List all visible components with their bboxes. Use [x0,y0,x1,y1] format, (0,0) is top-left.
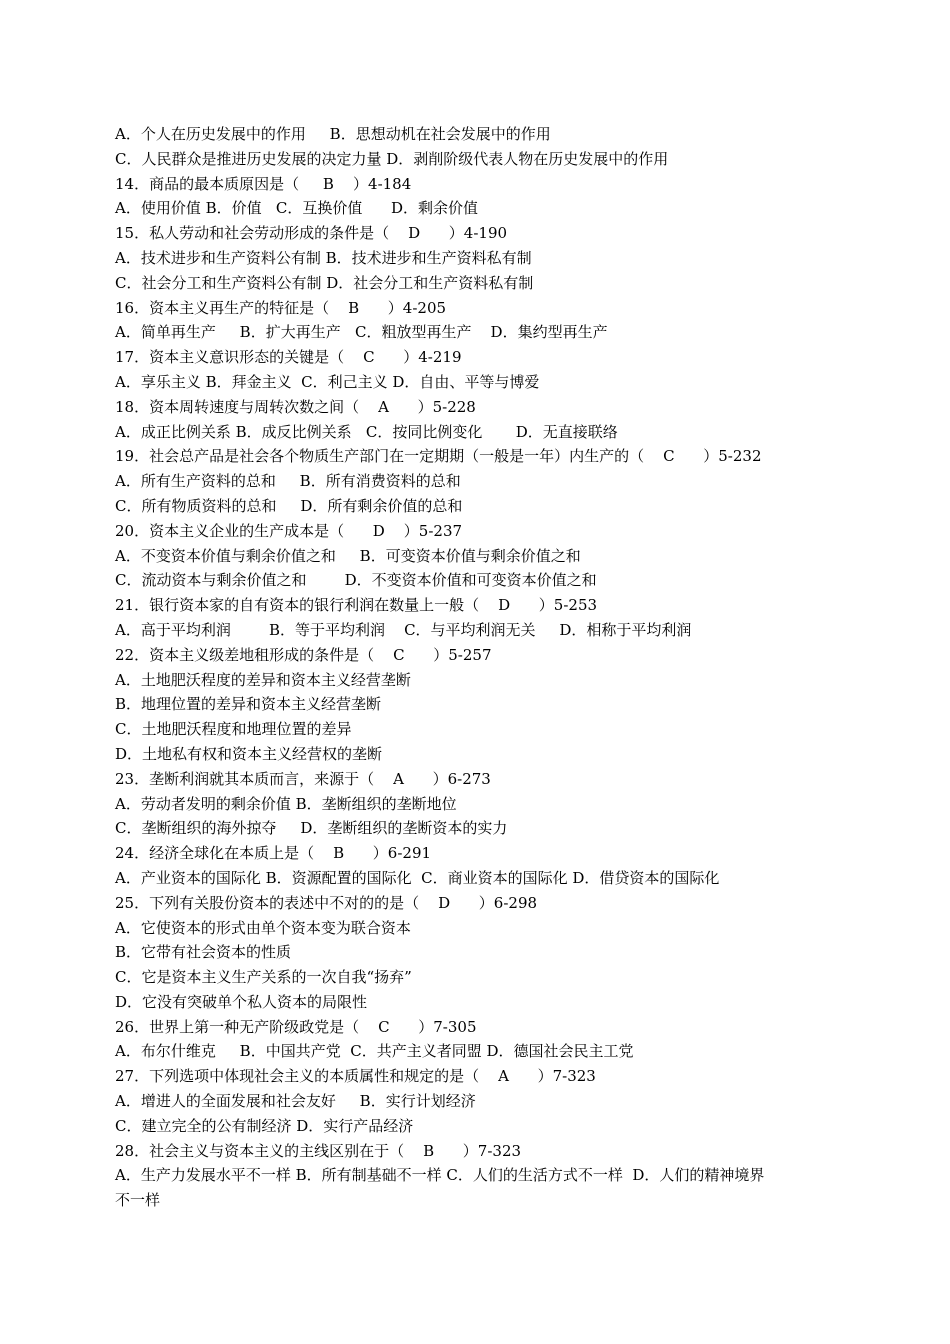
options-line: B．它带有社会资本的性质 [115,943,292,962]
options-line: D．它没有突破单个私人资本的局限性 [115,992,368,1011]
text-line: A．个人在历史发展中的作用 B．思想动机在社会发展中的作用 [115,125,551,143]
options-line: A．享乐主义 B．拜金主义 C．利己主义 D．自由、平等与博爱 [115,372,540,391]
options-line: C．土地肥沃程度和地理位置的差异 [115,720,352,739]
options-line: A．它使资本的形式由单个资本变为联合资本 [115,918,411,937]
question-line: 24．经济全球化在本质上是（ B ）6-291 [115,844,432,863]
options-line: C．所有物质资料的总和 D．所有剩余价值的总和 [115,496,463,515]
question-line: 18．资本周转速度与周转次数之间（ A ）5-228 [115,397,476,416]
options-line: A．生产力发展水平不一样 B．所有制基础不一样 C．人们的生活方式不一样 D．人们的精神境界 [115,1166,765,1185]
options-line: A．简单再生产 B．扩大再生产 C．粗放型再生产 D．集约型再生产 [115,323,608,342]
options-line: B．地理位置的差异和资本主义经营垄断 [115,695,382,714]
question-line: 23．垄断利润就其本质而言，来源于（ A ）6-273 [115,769,491,788]
question-line: 16．资本主义再生产的特征是（ B ）4-205 [115,298,447,317]
options-line: D．土地私有权和资本主义经营权的垄断 [115,744,383,763]
options-line: C．垄断组织的海外掠夺 D．垄断组织的垄断资本的实力 [115,819,508,838]
question-line: 14．商品的最本质原因是（ B ）4-184 [115,174,412,193]
options-line: C．它是资本主义生产关系的一次自我“扬弃” [115,968,412,987]
question-line: 17．资本主义意识形态的关键是（ C ）4-219 [115,348,462,367]
options-line: C．建立完全的公有制经济 D．实行产品经济 [115,1116,414,1135]
question-line: 21．银行资本家的自有资本的银行利润在数量上一般（ D ）5-253 [115,596,598,615]
question-line: 27．下列选项中体现社会主义的本质属性和规定的是（ A ）7-323 [115,1067,596,1086]
options-line: A．成正比例关系 B．成反比例关系 C．按同比例变化 D．无直接联络 [115,422,618,441]
question-list [115,122,845,1213]
text-line: C．人民群众是推进历史发展的决定力量 D．剥削阶级代表人物在历史发展中的作用 [115,149,669,168]
options-line: A．不变资本价值与剩余价值之和 B．可变资本价值与剩余价值之和 [115,546,581,565]
options-line: A．技术进步和生产资料公有制 B．技术进步和生产资料私有制 [115,248,532,267]
options-line: A．高于平均利润 B．等于平均利润 C．与平均利润无关 D．相称于平均利润 [115,620,692,639]
options-line: A．增进人的全面发展和社会友好 B．实行计划经济 [115,1092,476,1111]
options-line: 不一样 [115,1191,161,1210]
question-line: 28．社会主义与资本主义的主线区别在于（ B ）7-323 [115,1141,522,1160]
options-line: A．所有生产资料的总和 B．所有消费资料的总和 [115,472,461,491]
options-line: A．布尔什维克 B．中国共产党 C．共产主义者同盟 D．德国社会民主工党 [115,1042,634,1061]
options-line: A．劳动者发明的剩余价值 B．垄断组织的垄断地位 [115,794,457,813]
question-line: 19．社会总产品是社会各个物质生产部门在一定期期（一般是一年）内生产的（ C ）5-232 [115,447,762,466]
options-line: C．流动资本与剩余价值之和 D．不变资本价值和可变资本价值之和 [115,571,597,590]
options-line: C．社会分工和生产资料公有制 D．社会分工和生产资料私有制 [115,273,534,292]
question-line: 20．资本主义企业的生产成本是（ D ）5-237 [115,521,463,540]
question-line: 22．资本主义级差地租形成的条件是（ C ）5-257 [115,645,492,664]
options-line: A．土地肥沃程度的差异和资本主义经营垄断 [115,670,411,689]
options-line: A．使用价值 B．价值 C．互换价值 D．剩余价值 [115,199,479,218]
question-line: 25．下列有关股份资本的表述中不对的的是（ D ）6-298 [115,893,538,912]
question-line: 15．私人劳动和社会劳动形成的条件是（ D ）4-190 [115,224,508,243]
options-line: A．产业资本的国际化 B．资源配置的国际化 C．商业资本的国际化 D．借贷资本的国际化 [115,868,720,887]
question-line: 26．世界上第一种无产阶级政党是（ C ）7-305 [115,1017,477,1036]
